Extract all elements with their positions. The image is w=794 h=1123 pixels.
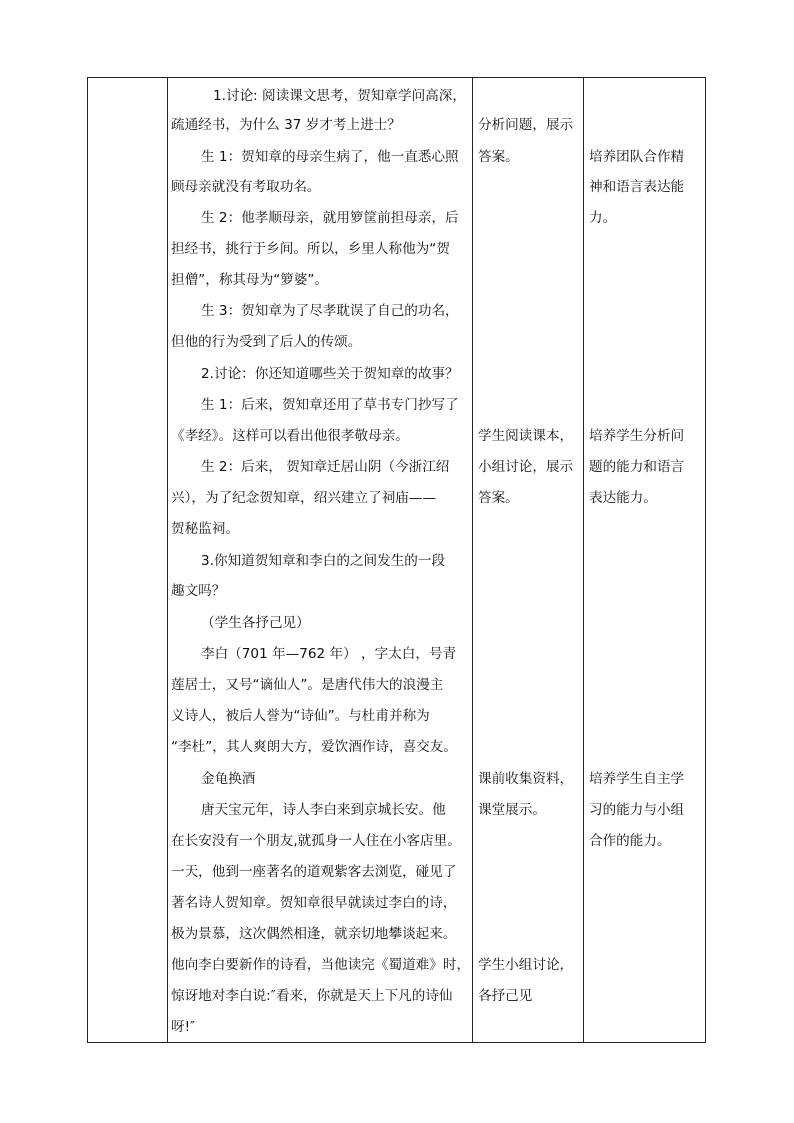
text-line: 顾母亲就没有考取功名。	[171, 179, 321, 195]
text-line: 3.你知道贺知章和李白的之间发生的一段	[201, 553, 446, 569]
text-line: 各抒己见	[478, 988, 533, 1004]
text-line: 力。	[589, 210, 617, 226]
text-line: 1.讨论: 阅读课文思考，贺知章学问高深，	[213, 88, 466, 104]
text-line: 课前收集资料，	[478, 771, 574, 787]
text-line: 趣文吗？	[171, 583, 226, 599]
text-line: 著名诗人贺知章。贺知章很早就读过李白的诗，	[171, 895, 457, 911]
text-line: 他向李白要新作的诗看，当他读完《蜀道难》时，	[171, 957, 471, 973]
text-line: 李白（701 年—762 年） ，字太白，号青	[201, 646, 457, 662]
text-line: 一天，他到一座著名的道观紫客去浏览，碰见了	[171, 864, 457, 880]
column-divider	[583, 78, 584, 1042]
text-line: 惊讶地对李白说:″看来，你就是天上下凡的诗仙	[171, 988, 453, 1004]
text-line: 培养学生自主学	[589, 771, 685, 787]
text-line: 生 2：他孝顺母亲，就用箩筐前担母亲，后	[201, 210, 459, 226]
text-line: 小组讨论，展示	[478, 459, 574, 475]
text-line: 生 1：贺知章的母亲生病了，他一直悉心照	[201, 149, 459, 165]
text-line: 学生小组讨论，	[478, 957, 574, 973]
column-divider	[167, 78, 168, 1042]
text-line: 答案。	[478, 149, 519, 165]
text-line: 课堂展示。	[478, 802, 546, 818]
text-line: 但他的行为受到了后人的传颂。	[171, 334, 362, 350]
text-line: 疏通经书，为什么 37 岁才考上进士？	[171, 117, 401, 133]
text-line: 莲居士，又号“谪仙人”。是唐代伟大的浪漫主	[171, 677, 444, 693]
text-line: “李杜”，其人爽朗大方，爱饮酒作诗，喜交友。	[171, 739, 457, 755]
text-line: 分析问题，展示	[478, 117, 574, 133]
text-line: 生 1：后来，贺知章还用了草书专门抄写了	[201, 397, 459, 413]
text-line: 担僧”，称其母为“箩婆”。	[171, 272, 329, 288]
text-line: 答案。	[478, 490, 519, 506]
text-line: 唐天宝元年，诗人李白来到京城长安。他	[201, 802, 446, 818]
text-line: 金龟换酒	[201, 771, 256, 787]
text-line: 神和语言表达能	[589, 179, 685, 195]
empty-first-column	[88, 78, 167, 1042]
text-line: （学生各抒己见）	[201, 615, 310, 631]
text-line: 习的能力与小组	[589, 802, 685, 818]
text-line: 义诗人，被后人誉为“诗仙”。与杜甫并称为	[171, 708, 430, 724]
text-line: 培养学生分析问	[589, 428, 685, 444]
text-line: 兴），为了纪念贺知章，绍兴建立了祠庙——	[171, 490, 437, 506]
text-line: 学生阅读课本，	[478, 428, 574, 444]
text-line: 呀!″	[171, 1019, 196, 1035]
text-line: 合作的能力。	[589, 833, 671, 849]
text-line: 《孝经》。这样可以看出他很孝敬母亲。	[171, 428, 409, 444]
text-line: 题的能力和语言	[589, 459, 685, 475]
lesson-plan-table	[87, 77, 706, 1043]
text-line: 生 3：贺知章为了尽孝耽误了自己的功名，	[201, 303, 459, 319]
text-line: 表达能力。	[589, 490, 657, 506]
text-line: 培养团队合作精	[589, 149, 685, 165]
text-line: 2.讨论：你还知道哪些关于贺知章的故事？	[201, 366, 459, 382]
text-line: 贺秘监祠。	[171, 521, 239, 537]
text-line: 极为景慕，这次偶然相逢，就亲切地攀谈起来。	[171, 926, 457, 942]
text-line: 在长安没有一个朋友,就孤身一人住在小客店里。	[171, 833, 461, 849]
text-line: 担经书，挑行于乡间。所以，乡里人称他为“贺	[171, 241, 450, 257]
text-line: 生 2：后来， 贺知章迁居山阴（今浙江绍	[201, 459, 450, 475]
